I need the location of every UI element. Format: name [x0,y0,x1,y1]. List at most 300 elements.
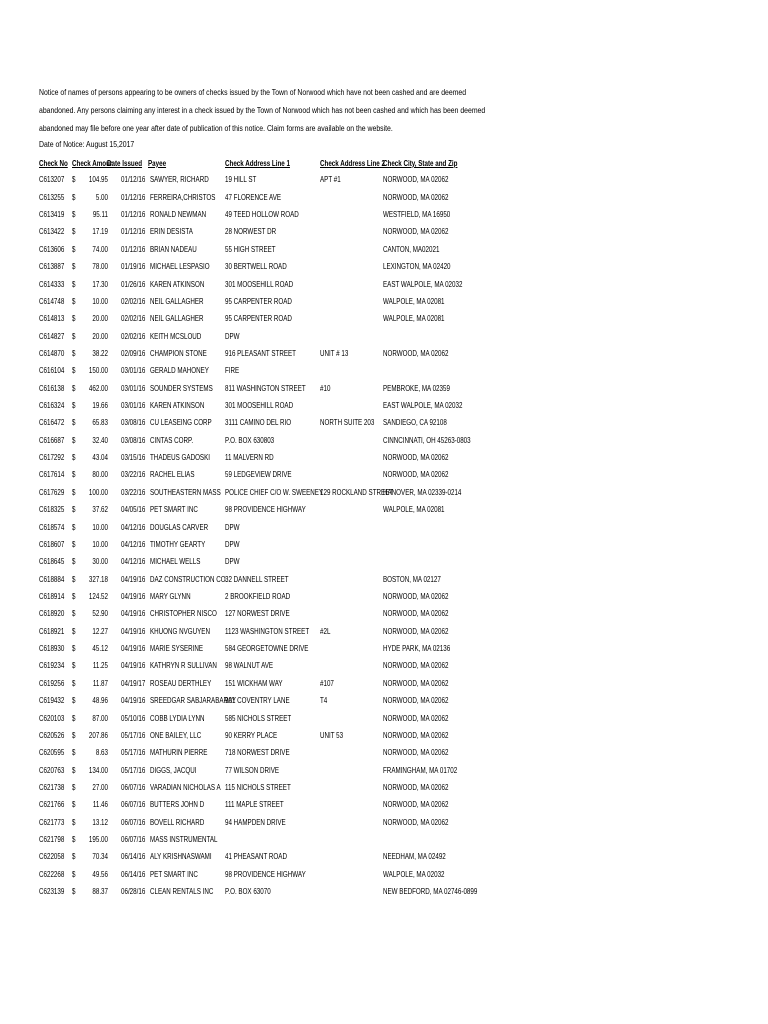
currency-symbol: $ [72,401,76,411]
check-amount: 49.56 [92,869,108,879]
check-number: C621773 [39,817,65,827]
table-row [0,277,768,294]
check-number: C621766 [39,800,65,810]
table-row [0,242,768,259]
city-state-zip: NEW BEDFORD, MA 02746-0899 [383,887,478,897]
address-line-1: 98 PROVIDENCE HIGHWAY [225,869,306,879]
check-number: C622058 [39,852,65,862]
payee: CU LEASEING CORP [150,418,212,428]
date-issued: 02/09/16 [121,348,146,358]
payee: ROSEAU DERTHLEY [150,678,212,688]
table-row [0,676,768,693]
city-state-zip: EAST WALPOLE, MA 02032 [383,401,463,411]
check-amount: 195.00 [88,835,108,845]
date-issued: 02/02/16 [121,296,146,306]
check-number: C618914 [39,591,65,601]
address-line-1: 2 BROOKFIELD ROAD [225,591,291,601]
check-number: C618574 [39,522,65,532]
address-line-1: 98 WALNUT AVE [225,661,274,671]
currency-symbol: $ [72,591,76,601]
date-issued: 03/01/16 [121,366,146,376]
payee: NEIL GALLAGHER [150,314,204,324]
check-amount: 32.40 [92,435,108,445]
header-address-line-1: Check Address Line 1 [225,159,290,168]
check-number: C619256 [39,678,65,688]
payee: TIMOTHY GEARTY [150,539,206,549]
city-state-zip: SANDIEGO, CA 92108 [383,418,447,428]
currency-symbol: $ [72,348,76,358]
city-state-zip: NORWOOD, MA 02062 [383,609,449,619]
address-line-1: 811 WASHINGTON STREET [225,383,306,393]
table-row [0,311,768,328]
check-amount: 5.00 [95,192,108,202]
city-state-zip: NORWOOD, MA 02062 [383,696,449,706]
address-line-1: 28 NORWEST DR [225,227,277,237]
payee: KHUONG NVGUYEN [150,626,210,636]
address-line-1: 916 PLEASANT STREET [225,348,296,358]
date-issued: 03/01/16 [121,383,146,393]
city-state-zip: NORWOOD, MA 02062 [383,192,449,202]
payee: MATHURIN PIERRE [150,748,208,758]
date-issued: 04/19/16 [121,574,146,584]
currency-symbol: $ [72,331,76,341]
city-state-zip: EAST WALPOLE, MA 02032 [383,279,463,289]
currency-symbol: $ [72,314,76,324]
check-number: C618325 [39,505,65,515]
table-row [0,832,768,849]
address-line-1: DPW [225,557,240,567]
city-state-zip: NORWOOD, MA 02062 [383,591,449,601]
check-amount: 124.52 [88,591,108,601]
payee: SAWYER, RICHARD [150,175,209,185]
check-number: C623139 [39,887,65,897]
currency-symbol: $ [72,730,76,740]
currency-symbol: $ [72,244,76,254]
city-state-zip: NORWOOD, MA 02062 [383,626,449,636]
payee: MARIE SYSERINE [150,644,204,654]
city-state-zip: NORWOOD, MA 02062 [383,782,449,792]
check-amount: 43.04 [92,453,108,463]
check-amount: 134.00 [88,765,108,775]
date-issued: 04/19/16 [121,661,146,671]
currency-symbol: $ [72,192,76,202]
city-state-zip: NORWOOD, MA 02062 [383,800,449,810]
table-row [0,467,768,484]
payee: DAZ CONSTRUCTION CO. [150,574,228,584]
check-number: C619234 [39,661,65,671]
city-state-zip: NORWOOD, MA 02062 [383,453,449,463]
payee: COBB LYDIA LYNN [150,713,205,723]
check-number: C620595 [39,748,65,758]
address-line-1: 585 NICHOLS STREET [225,713,292,723]
payee: CLEAN RENTALS INC [150,887,214,897]
date-issued: 01/12/16 [121,244,146,254]
address-line-2: 129 ROCKLAND STREET [320,487,394,497]
address-line-2: T4 [320,696,328,706]
currency-symbol: $ [72,487,76,497]
currency-symbol: $ [72,661,76,671]
payee: KAREN ATKINSON [150,279,205,289]
table-row [0,711,768,728]
table-row [0,641,768,658]
city-state-zip: NORWOOD, MA 02062 [383,713,449,723]
currency-symbol: $ [72,470,76,480]
date-issued: 03/01/16 [121,401,146,411]
check-number: C618645 [39,557,65,567]
check-amount: 150.00 [88,366,108,376]
header-city-state-zip: Check City, State and Zip [383,159,458,168]
currency-symbol: $ [72,539,76,549]
header-check-no: Check No [39,159,68,168]
payee: ERIN DESISTA [150,227,193,237]
date-issued: 05/17/16 [121,748,146,758]
address-line-2: APT #1 [320,175,341,185]
table-row [0,485,768,502]
table-row [0,849,768,866]
check-amount: 17.30 [92,279,108,289]
check-amount: 11.87 [92,678,108,688]
address-line-2: NORTH SUITE 203 [320,418,375,428]
city-state-zip: NEEDHAM, MA 02492 [383,852,446,862]
table-row [0,554,768,571]
payee: DIGGS, JACQUI [150,765,197,775]
check-number: C614827 [39,331,65,341]
address-line-1: 77 WILSON DRIVE [225,765,280,775]
check-amount: 45.12 [92,644,108,654]
check-number: C622268 [39,869,65,879]
check-number: C616324 [39,401,65,411]
check-amount: 87.00 [92,713,108,723]
check-amount: 78.00 [92,262,108,272]
check-amount: 52.90 [92,609,108,619]
address-line-1: 41 PHEASANT ROAD [225,852,287,862]
city-state-zip: WALPOLE, MA 02081 [383,296,445,306]
table-row [0,537,768,554]
payee: MICHAEL WELLS [150,557,201,567]
date-issued: 06/07/16 [121,800,146,810]
currency-symbol: $ [72,887,76,897]
address-line-2: #10 [320,383,331,393]
table-row [0,224,768,241]
table-row [0,363,768,380]
city-state-zip: WALPOLE, MA 02081 [383,505,445,515]
payee: PET SMART INC [150,505,198,515]
date-issued: 06/07/16 [121,782,146,792]
table-row [0,606,768,623]
table-row [0,867,768,884]
check-number: C621738 [39,782,65,792]
check-amount: 20.00 [92,314,108,324]
currency-symbol: $ [72,574,76,584]
notice-date: Date of Notice: August 15,2017 [39,140,135,149]
table-row [0,190,768,207]
table-row [0,502,768,519]
check-amount: 13.12 [92,817,108,827]
payee: CHRISTOPHER NISCO [150,609,217,619]
date-issued: 04/19/16 [121,626,146,636]
currency-symbol: $ [72,227,76,237]
payee: MASS INSTRUMENTAL [150,835,218,845]
address-line-1: 19 HILL ST [225,175,257,185]
date-issued: 01/26/16 [121,279,146,289]
date-issued: 01/19/16 [121,262,146,272]
city-state-zip: NORWOOD, MA 02062 [383,678,449,688]
date-issued: 03/08/16 [121,435,146,445]
table-row [0,763,768,780]
address-line-1: 901 COVENTRY LANE [225,696,290,706]
check-number: C621798 [39,835,65,845]
check-number: C614813 [39,314,65,324]
check-amount: 80.00 [92,470,108,480]
payee: BRIAN NADEAU [150,244,197,254]
currency-symbol: $ [72,279,76,289]
table-row [0,433,768,450]
address-line-1: POLICE CHIEF C/O W. SWEENEY [225,487,324,497]
address-line-1: 11 MALVERN RD [225,453,274,463]
address-line-1: 95 CARPENTER ROAD [225,314,292,324]
currency-symbol: $ [72,609,76,619]
check-amount: 30.00 [92,557,108,567]
currency-symbol: $ [72,453,76,463]
check-amount: 8.63 [95,748,108,758]
check-number: C616104 [39,366,65,376]
payee: CINTAS CORP. [150,435,194,445]
address-line-2: #107 [320,678,334,688]
address-line-1: 151 WICKHAM WAY [225,678,283,688]
date-issued: 04/12/16 [121,539,146,549]
check-number: C618607 [39,539,65,549]
table-row [0,797,768,814]
date-issued: 05/10/16 [121,713,146,723]
table-row [0,381,768,398]
check-number: C614333 [39,279,65,289]
check-amount: 10.00 [92,522,108,532]
table-row [0,520,768,537]
currency-symbol: $ [72,713,76,723]
address-line-1: 94 HAMPDEN DRIVE [225,817,286,827]
payee: KATHRYN R SULLIVAN [150,661,217,671]
check-amount: 37.62 [92,505,108,515]
payee: SOUNDER SYSTEMS [150,383,213,393]
date-issued: 02/02/16 [121,331,146,341]
check-number: C617292 [39,453,65,463]
table-row [0,415,768,432]
table-row [0,207,768,224]
address-line-1: 718 NORWEST DRIVE [225,748,290,758]
date-issued: 06/28/16 [121,887,146,897]
check-number: C616687 [39,435,65,445]
check-number: C617614 [39,470,65,480]
currency-symbol: $ [72,696,76,706]
check-number: C618921 [39,626,65,636]
check-number: C613207 [39,175,65,185]
currency-symbol: $ [72,626,76,636]
city-state-zip: WESTFIELD, MA 16950 [383,210,451,220]
city-state-zip: HYDE PARK, MA 02136 [383,644,451,654]
address-line-1: P.O. BOX 630803 [225,435,275,445]
check-number: C619432 [39,696,65,706]
check-amount: 12.27 [92,626,108,636]
table-row [0,728,768,745]
date-issued: 03/15/16 [121,453,146,463]
currency-symbol: $ [72,296,76,306]
city-state-zip: LEXINGTON, MA 02420 [383,262,451,272]
check-amount: 88.37 [92,887,108,897]
address-line-1: 95 CARPENTER ROAD [225,296,292,306]
payee: KEITH MCSLOUD [150,331,202,341]
check-amount: 10.00 [92,539,108,549]
city-state-zip: NORWOOD, MA 02062 [383,227,449,237]
currency-symbol: $ [72,366,76,376]
check-amount: 327.18 [88,574,108,584]
city-state-zip: CINNCINNATI, OH 45263-0803 [383,435,471,445]
check-amount: 11.25 [92,661,108,671]
city-state-zip: HANOVER, MA 02339-0214 [383,487,462,497]
payee: MARY GLYNN [150,591,191,601]
payee: ALY KRISHNASWAMI [150,852,212,862]
payee: BUTTERS JOHN D [150,800,205,810]
date-issued: 03/22/16 [121,470,146,480]
check-amount: 38.22 [92,348,108,358]
city-state-zip: WALPOLE, MA 02081 [383,314,445,324]
address-line-1: P.O. BOX 63070 [225,887,271,897]
payee: CHAMPION STONE [150,348,207,358]
date-issued: 04/05/16 [121,505,146,515]
currency-symbol: $ [72,765,76,775]
table-row [0,624,768,641]
check-number: C613419 [39,210,65,220]
date-issued: 04/19/16 [121,609,146,619]
check-number: C616138 [39,383,65,393]
city-state-zip: NORWOOD, MA 02062 [383,661,449,671]
table-header-row [0,155,768,172]
date-issued: 04/12/16 [121,522,146,532]
payee: VARADIAN NICHOLAS A [150,782,221,792]
payee: RONALD NEWMAN [150,210,207,220]
check-number: C618920 [39,609,65,619]
currency-symbol: $ [72,435,76,445]
check-amount: 10.00 [92,296,108,306]
table-row [0,450,768,467]
check-number: C617629 [39,487,65,497]
date-issued: 04/19/16 [121,696,146,706]
check-number: C618930 [39,644,65,654]
address-line-2: #2L [320,626,331,636]
currency-symbol: $ [72,852,76,862]
notice-line-3: abandoned may file before one year after date of publication of this notice. Claim forms are available on the website. [39,124,393,133]
payee: RACHEL ELIAS [150,470,195,480]
check-amount: 95.11 [92,210,108,220]
date-issued: 06/14/16 [121,852,146,862]
currency-symbol: $ [72,800,76,810]
table-row [0,815,768,832]
table-row [0,329,768,346]
payee: DOUGLAS CARVER [150,522,209,532]
city-state-zip: NORWOOD, MA 02062 [383,748,449,758]
city-state-zip: PEMBROKE, MA 02359 [383,383,450,393]
table-row [0,693,768,710]
check-amount: 65.83 [92,418,108,428]
check-number: C614748 [39,296,65,306]
address-line-1: FIRE [225,366,240,376]
check-amount: 104.95 [88,175,108,185]
address-line-2: UNIT # 13 [320,348,349,358]
city-state-zip: NORWOOD, MA 02062 [383,348,449,358]
check-amount: 100.00 [88,487,108,497]
currency-symbol: $ [72,418,76,428]
currency-symbol: $ [72,383,76,393]
date-issued: 03/08/16 [121,418,146,428]
address-line-1: 115 NICHOLS STREET [225,782,291,792]
check-number: C618884 [39,574,65,584]
check-amount: 207.86 [88,730,108,740]
address-line-1: DPW [225,331,240,341]
city-state-zip: FRAMINGHAM, MA 01702 [383,765,458,775]
city-state-zip: NORWOOD, MA 02062 [383,817,449,827]
payee: PET SMART INC [150,869,198,879]
check-number: C620526 [39,730,65,740]
payee: SREEDGAR SABJARABARAY [150,696,236,706]
currency-symbol: $ [72,557,76,567]
address-line-1: DPW [225,522,240,532]
table-row [0,294,768,311]
check-amount: 70.34 [92,852,108,862]
currency-symbol: $ [72,835,76,845]
address-line-1: 55 HIGH STREET [225,244,276,254]
payee: MICHAEL LESPASIO [150,262,210,272]
check-amount: 20.00 [92,331,108,341]
currency-symbol: $ [72,748,76,758]
check-number: C613887 [39,262,65,272]
notice-line-2: abandoned. Any persons claiming any interest in a check issued by the Town of Norwood which has not been cashed and which has been deemed [39,106,486,115]
address-line-1: 30 BERTWELL ROAD [225,262,287,272]
date-issued: 01/12/16 [121,175,146,185]
date-issued: 01/12/16 [121,192,146,202]
table-row [0,780,768,797]
date-issued: 06/07/16 [121,835,146,845]
check-amount: 17.19 [92,227,108,237]
table-row [0,884,768,901]
address-line-1: 49 TEED HOLLOW ROAD [225,210,299,220]
check-number: C616472 [39,418,65,428]
check-number: C620103 [39,713,65,723]
payee: ONE BAILEY, LLC [150,730,202,740]
table-row [0,589,768,606]
address-line-1: 3111 CAMINO DEL RIO [225,418,292,428]
unclaimed-checks-table [0,155,768,901]
date-issued: 04/19/16 [121,591,146,601]
check-number: C613255 [39,192,65,202]
table-row [0,398,768,415]
address-line-1: 1123 WASHINGTON STREET [225,626,310,636]
date-issued: 03/22/16 [121,487,146,497]
payee: THADEUS GADOSKI [150,453,210,463]
address-line-1: 32 DANNELL STREET [225,574,289,584]
currency-symbol: $ [72,678,76,688]
payee: SOUTHEASTERN MASS [150,487,221,497]
table-row [0,572,768,589]
header-address-line-2: Check Address Line 2 [320,159,385,168]
check-amount: 462.00 [88,383,108,393]
check-number: C614870 [39,348,65,358]
address-line-1: 98 PROVIDENCE HIGHWAY [225,505,306,515]
payee: BOVELL RICHARD [150,817,205,827]
address-line-1: 584 GEORGETOWNE DRIVE [225,644,309,654]
city-state-zip: NORWOOD, MA 02062 [383,470,449,480]
date-issued: 04/19/16 [121,644,146,654]
address-line-2: UNIT 53 [320,730,344,740]
currency-symbol: $ [72,262,76,272]
